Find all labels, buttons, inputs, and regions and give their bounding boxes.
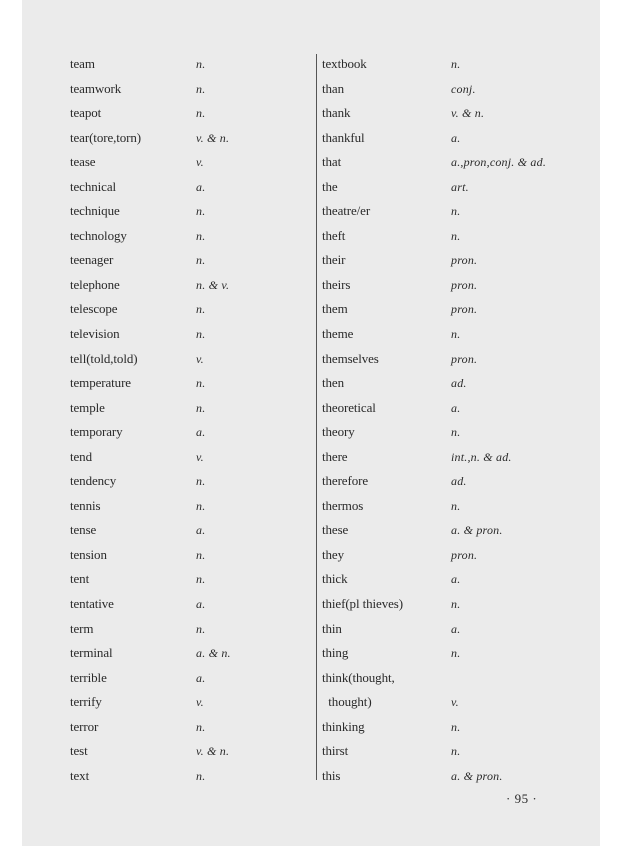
entry-part-of-speech: n. (451, 597, 461, 612)
entry-row (322, 53, 582, 78)
right-column (322, 53, 582, 789)
entry-term: theirs (322, 276, 351, 292)
entry-row (322, 127, 582, 152)
entry-row (322, 519, 582, 544)
entry-part-of-speech: pron. (451, 253, 478, 268)
entry-term: technical (70, 178, 117, 194)
entry-term: teapot (70, 105, 102, 121)
entry-term: tend (70, 448, 92, 464)
entry-term: tension (70, 546, 107, 562)
entry-term: terror (70, 718, 99, 734)
entry-part-of-speech: pron. (451, 351, 478, 366)
entry-part-of-speech: n. (451, 204, 461, 219)
entry-row (70, 691, 310, 716)
dictionary-page (22, 0, 600, 846)
entry-row (70, 225, 310, 250)
entry-part-of-speech: n. (196, 81, 206, 96)
entry-part-of-speech: a. (196, 179, 206, 194)
entry-term: them (322, 301, 348, 317)
entry-part-of-speech: n. (196, 547, 206, 562)
entry-row (322, 716, 582, 741)
entry-part-of-speech: n. (451, 425, 461, 440)
entry-row (70, 544, 310, 569)
entry-part-of-speech: n. (451, 228, 461, 243)
entry-part-of-speech: n. (451, 327, 461, 342)
entry-part-of-speech: n. (196, 400, 206, 415)
entry-term: tease (70, 154, 96, 170)
entry-row (322, 421, 582, 446)
entry-row (322, 446, 582, 471)
entry-term: terrible (70, 669, 107, 685)
entry-term: the (322, 178, 338, 194)
entry-term: theoretical (322, 399, 376, 415)
entry-row (322, 176, 582, 201)
entry-row (70, 765, 310, 790)
entry-part-of-speech: a. & pron. (451, 523, 503, 538)
entry-part-of-speech: v. & n. (196, 744, 230, 759)
entry-row (322, 544, 582, 569)
entry-row (70, 593, 310, 618)
entry-row (322, 740, 582, 765)
entry-part-of-speech: ad. (451, 474, 467, 489)
entry-part-of-speech: n. (196, 302, 206, 317)
entry-row (322, 151, 582, 176)
entry-term: that (322, 154, 342, 170)
entry-term: tense (70, 522, 97, 538)
entry-part-of-speech: a. & pron. (451, 768, 503, 783)
entry-part-of-speech: n. (451, 57, 461, 71)
entry-part-of-speech: n. (451, 646, 461, 661)
entry-row (70, 348, 310, 373)
column-divider (316, 54, 317, 780)
entry-term: tell(told,told) (70, 350, 138, 366)
entry-part-of-speech: pron. (451, 277, 478, 292)
entry-term: team (70, 56, 95, 71)
entry-term: their (322, 252, 346, 268)
entry-term: theory (322, 424, 355, 440)
entry-term: these (322, 522, 349, 538)
entry-row (322, 618, 582, 643)
entry-row (70, 176, 310, 201)
entry-row (70, 78, 310, 103)
entry-term: there (322, 448, 348, 464)
entry-term: thought) (322, 694, 372, 710)
entry-row (70, 397, 310, 422)
entry-part-of-speech: n. (196, 719, 206, 734)
entry-term: term (70, 620, 94, 636)
entry-part-of-speech: n. (196, 376, 206, 391)
entry-row (70, 519, 310, 544)
entry-row (70, 249, 310, 274)
entry-row (70, 298, 310, 323)
entry-part-of-speech: art. (451, 179, 469, 194)
entry-part-of-speech: a. (196, 523, 206, 538)
entry-term: this (322, 767, 341, 783)
entry-term: thankful (322, 129, 365, 145)
entry-term: thermos (322, 497, 364, 513)
entry-term: telescope (70, 301, 118, 317)
entry-row (70, 618, 310, 643)
entry-part-of-speech: a. (451, 130, 461, 145)
entry-part-of-speech: a. (196, 670, 206, 685)
entry-row (322, 225, 582, 250)
page-number: · 95 · (506, 791, 538, 806)
entry-term: television (70, 326, 120, 342)
entry-row (70, 53, 310, 78)
entry-term: technology (70, 227, 127, 243)
entry-part-of-speech: a. (196, 597, 206, 612)
entry-row (322, 323, 582, 348)
entry-term: temple (70, 399, 105, 415)
entry-row (322, 691, 582, 716)
entry-part-of-speech: n. (196, 768, 206, 783)
entry-part-of-speech: ad. (451, 376, 467, 391)
entry-row (322, 397, 582, 422)
entry-row (70, 127, 310, 152)
entry-row (70, 446, 310, 471)
entry-part-of-speech: n. (196, 621, 206, 636)
entry-row (70, 716, 310, 741)
entry-part-of-speech: a.,pron,conj. & ad. (451, 155, 547, 170)
entry-row (322, 593, 582, 618)
entry-part-of-speech: n. (196, 228, 206, 243)
entry-row (322, 765, 582, 790)
entry-row (70, 642, 310, 667)
entry-term: technique (70, 203, 120, 219)
entry-part-of-speech: conj. (451, 81, 476, 96)
entry-term: temperature (70, 375, 131, 391)
entry-term: thick (322, 571, 348, 587)
entry-part-of-speech: v. (451, 695, 459, 710)
entry-term: teamwork (70, 80, 122, 96)
entry-row (322, 249, 582, 274)
entry-row (70, 421, 310, 446)
entry-row (322, 348, 582, 373)
entry-term: tent (70, 571, 90, 587)
entry-term: textbook (322, 56, 367, 71)
entry-part-of-speech: v. (196, 695, 204, 710)
entry-row (70, 470, 310, 495)
entry-term: theft (322, 227, 346, 243)
entry-row (70, 740, 310, 765)
entry-term: themselves (322, 350, 379, 366)
entry-part-of-speech: a. (451, 572, 461, 587)
entry-term: thief(pl thieves) (322, 596, 403, 612)
entry-part-of-speech: n. (196, 572, 206, 587)
entry-part-of-speech: v. (196, 155, 204, 170)
entry-term: telephone (70, 276, 120, 292)
left-column (70, 53, 310, 789)
entry-term: they (322, 546, 344, 562)
entry-part-of-speech: n. (196, 327, 206, 342)
entry-term: thing (322, 645, 349, 661)
entry-row (322, 78, 582, 103)
entry-term: tendency (70, 473, 117, 489)
entry-term: tennis (70, 497, 101, 513)
entry-row (70, 568, 310, 593)
entry-part-of-speech: pron. (451, 547, 478, 562)
entry-row (70, 372, 310, 397)
entry-term: theme (322, 326, 354, 342)
entry-term: theatre/er (322, 203, 371, 219)
entry-part-of-speech: n. (451, 498, 461, 513)
entry-row (322, 642, 582, 667)
entry-part-of-speech: v. (196, 351, 204, 366)
entry-row (70, 151, 310, 176)
entry-part-of-speech: v. (196, 449, 204, 464)
entry-row (322, 568, 582, 593)
entry-part-of-speech: n. & v. (196, 277, 230, 292)
entry-row (322, 372, 582, 397)
entry-term: teenager (70, 252, 114, 268)
entry-term: test (70, 743, 88, 759)
entry-row (322, 200, 582, 225)
entry-part-of-speech: a. (196, 425, 206, 440)
entry-term: thank (322, 105, 351, 121)
entry-part-of-speech: v. & n. (196, 130, 230, 145)
entry-term: than (322, 80, 344, 96)
entry-row (322, 102, 582, 127)
entry-row (322, 298, 582, 323)
entry-part-of-speech: n. (196, 204, 206, 219)
entry-row (322, 274, 582, 299)
entry-part-of-speech: n. (196, 57, 206, 71)
entry-term: thirst (322, 743, 349, 759)
entry-part-of-speech: n. (196, 253, 206, 268)
entry-part-of-speech: v. & n. (451, 106, 485, 121)
entry-row (322, 667, 582, 692)
entry-part-of-speech: n. (196, 106, 206, 121)
entry-part-of-speech: a. & n. (196, 646, 231, 661)
entry-part-of-speech: int.,n. & ad. (451, 449, 512, 464)
entry-row (70, 323, 310, 348)
entry-term: thin (322, 620, 342, 636)
entry-row (322, 495, 582, 520)
entry-term: text (70, 767, 90, 783)
entry-term: think(thought, (322, 669, 395, 685)
entry-part-of-speech: n. (196, 498, 206, 513)
entry-part-of-speech: a. (451, 400, 461, 415)
entry-term: tear(tore,torn) (70, 129, 142, 145)
entry-row (70, 200, 310, 225)
entry-row (70, 274, 310, 299)
entry-row (70, 495, 310, 520)
entry-part-of-speech: a. (451, 621, 461, 636)
entry-term: terminal (70, 645, 113, 661)
entry-term: thinking (322, 718, 365, 734)
entry-row (322, 470, 582, 495)
entry-row (70, 102, 310, 127)
entry-term: terrify (70, 694, 102, 710)
entry-part-of-speech: n. (451, 719, 461, 734)
entry-row (70, 667, 310, 692)
entry-term: therefore (322, 473, 369, 489)
entry-part-of-speech: n. (451, 744, 461, 759)
entry-part-of-speech: n. (196, 474, 206, 489)
entry-term: then (322, 375, 344, 391)
entry-term: temporary (70, 424, 123, 440)
entry-term: tentative (70, 596, 114, 612)
entry-part-of-speech: pron. (451, 302, 478, 317)
